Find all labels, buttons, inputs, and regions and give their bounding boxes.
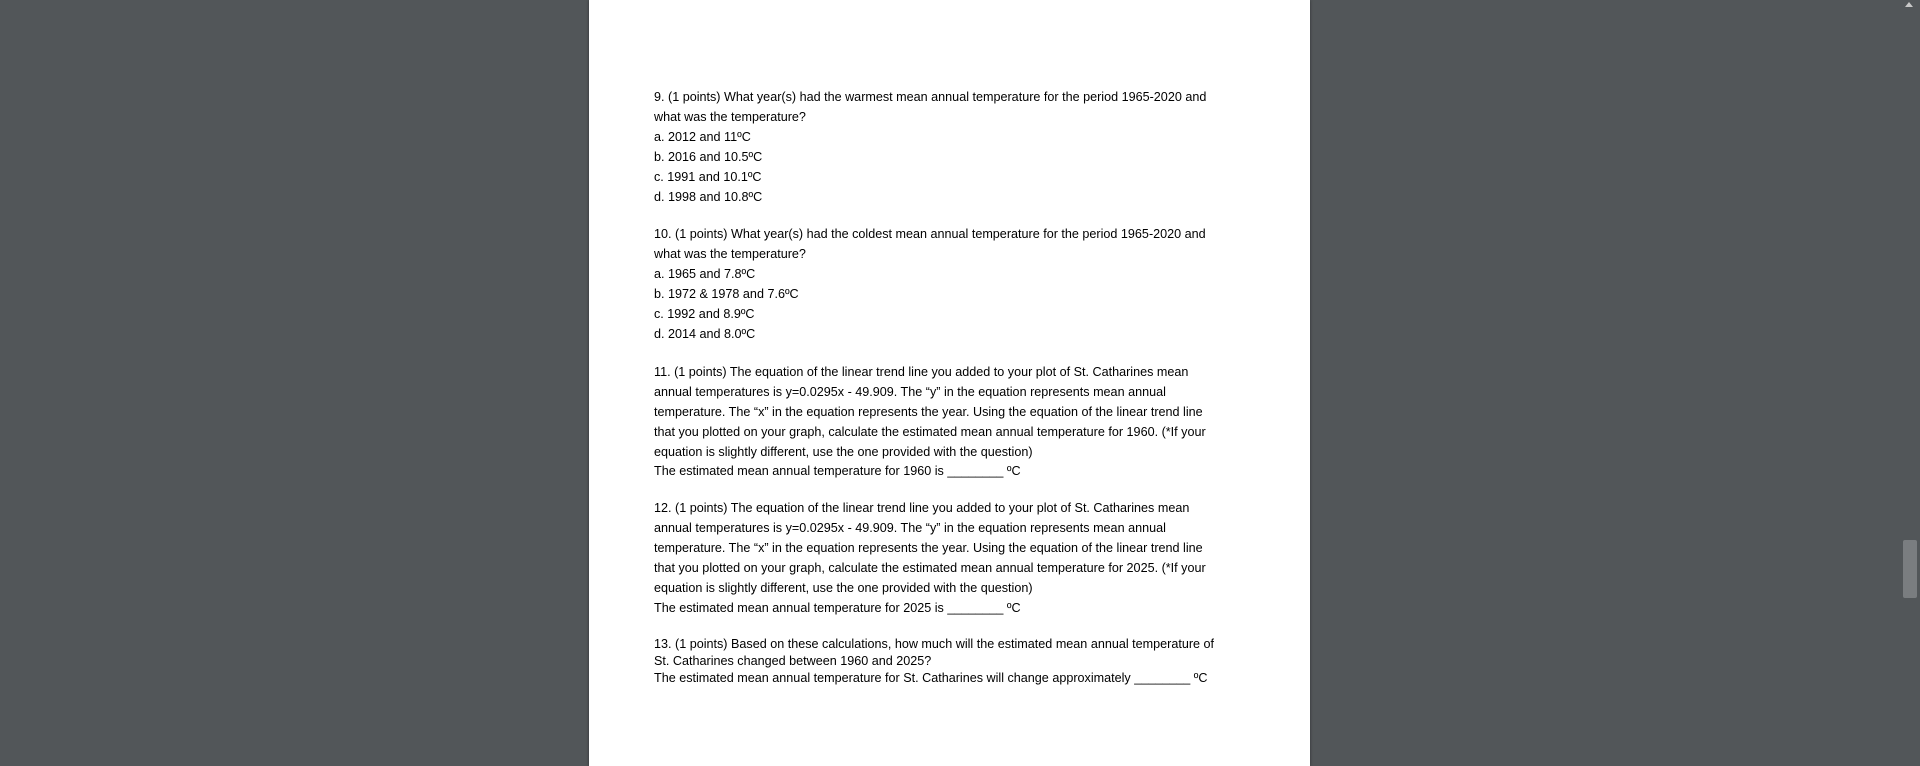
question-text-line: what was the temperature? [654,109,806,124]
answer-option-c: c. 1991 and 10.1ºC [654,169,762,184]
answer-blank-line: The estimated mean annual temperature for 1960 is ________ ºC [654,464,1021,479]
answer-option-a: a. 2012 and 11ºC [654,129,751,144]
vertical-scrollbar[interactable] [1900,0,1920,766]
question-text-line: 13. (1 points) Based on these calculations, how much will the estimated mean annual temperature of [654,636,1215,651]
answer-option-b: b. 1972 & 1978 and 7.6ºC [654,287,799,302]
question-11 [654,363,1254,482]
question-text-line: temperature. The “x” in the equation represents the year. Using the equation of the linear trend line [654,541,1203,556]
scrollbar-thumb[interactable] [1903,540,1917,598]
question-text-line: St. Catharines changed between 1960 and 2025? [654,653,932,668]
question-10 [654,225,1254,344]
page-content [654,88,1254,687]
question-text-line: what was the temperature? [654,247,806,262]
question-12 [654,499,1254,618]
question-text-line: 12. (1 points) The equation of the linear trend line you added to your plot of St. Catharines mean [654,501,1190,516]
answer-blank-line: The estimated mean annual temperature for St. Catharines will change approximately ________ ºC [654,670,1208,685]
question-13 [654,636,1254,687]
answer-option-a: a. 1965 and 7.8ºC [654,267,756,282]
answer-blank-line: The estimated mean annual temperature for 2025 is ________ ºC [654,600,1021,615]
spacer [654,207,1254,225]
question-text-line: equation is slightly different, use the one provided with the question) [654,580,1033,595]
question-text-line: annual temperatures is y=0.0295x - 49.909. The “y” in the equation represents mean annual [654,384,1166,399]
document-page [589,0,1310,766]
spacer [654,345,1254,363]
question-text-line: 9. (1 points) What year(s) had the warmest mean annual temperature for the period 1965-2020 and [654,90,1207,104]
question-text-line: temperature. The “x” in the equation represents the year. Using the equation of the linear trend line [654,404,1203,419]
question-9 [654,88,1254,207]
question-text-line: that you plotted on your graph, calculate the estimated mean annual temperature for 1960. (*If your [654,424,1206,439]
spacer [654,482,1254,499]
answer-option-c: c. 1992 and 8.9ºC [654,307,755,322]
question-text-line: equation is slightly different, use the one provided with the question) [654,444,1033,459]
scroll-up-arrow-icon[interactable] [1905,2,1913,7]
answer-option-d: d. 1998 and 10.8ºC [654,189,763,204]
question-text-line: that you plotted on your graph, calculate the estimated mean annual temperature for 2025. (*If your [654,561,1206,576]
answer-option-b: b. 2016 and 10.5ºC [654,149,763,164]
answer-option-d: d. 2014 and 8.0ºC [654,326,756,341]
question-text-line: 10. (1 points) What year(s) had the coldest mean annual temperature for the period 1965-2020 and [654,227,1206,242]
question-text-line: annual temperatures is y=0.0295x - 49.909. The “y” in the equation represents mean annual [654,521,1166,536]
question-text-line: 11. (1 points) The equation of the linear trend line you added to your plot of St. Catharines mean [654,364,1189,379]
spacer [654,619,1254,636]
